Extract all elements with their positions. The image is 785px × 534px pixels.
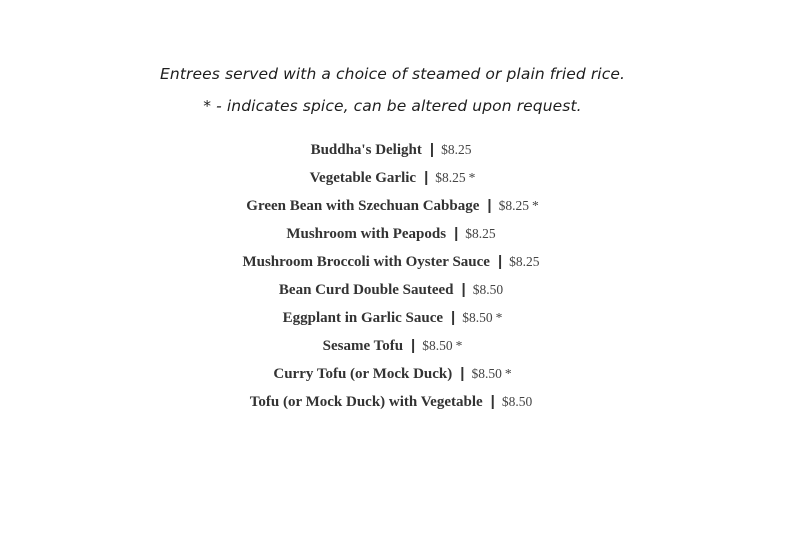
item-separator: | [490, 393, 495, 410]
item-separator: | [460, 365, 465, 382]
item-separator: | [497, 253, 503, 270]
item-name: Bean Curd Double Sauteed [278, 282, 454, 298]
item-price: $8.50 [471, 366, 502, 381]
item-name: Eggplant in Garlic Sauce [282, 310, 444, 326]
spice-marker: * [468, 170, 476, 185]
item-name: Vegetable Garlic [309, 170, 417, 186]
item-price: $8.50 [501, 394, 533, 409]
rice-note: Entrees served with a choice of steamed or plain fried rice. [160, 65, 625, 83]
menu-item [0, 220, 785, 248]
item-price: $8.25 [465, 226, 496, 241]
spice-marker: * [455, 338, 463, 353]
menu-item [0, 304, 785, 332]
item-name: Curry Tofu (or Mock Duck) [273, 366, 453, 382]
spice-marker: * [495, 310, 503, 325]
menu-item [0, 360, 785, 388]
item-price: $8.25 [435, 170, 466, 185]
menu-item [0, 164, 785, 192]
item-name: Tofu (or Mock Duck) with Vegetable [249, 394, 483, 410]
menu-item [0, 332, 785, 360]
item-name: Green Bean with Szechuan Cabbage [246, 198, 480, 214]
item-name: Buddha's Delight [310, 142, 422, 158]
menu-notes [0, 58, 785, 122]
item-separator: | [461, 281, 466, 298]
spice-marker: * [504, 366, 512, 381]
item-price: $8.25 [509, 254, 540, 269]
item-separator: | [411, 337, 416, 354]
item-price: $8.50 [462, 310, 493, 325]
item-separator: | [451, 309, 456, 326]
item-separator: | [429, 141, 435, 158]
menu-item [0, 276, 785, 304]
item-price: $8.50 [422, 338, 453, 353]
item-separator: | [454, 225, 459, 242]
item-price: $8.50 [472, 282, 504, 297]
item-price: $8.25 [498, 198, 529, 213]
item-separator: | [424, 169, 429, 186]
item-separator: | [487, 197, 492, 214]
spice-marker: * [531, 198, 539, 213]
item-name: Mushroom Broccoli with Oyster Sauce [242, 254, 490, 270]
menu-item [0, 388, 785, 416]
item-name: Sesame Tofu [322, 338, 404, 354]
menu-item [0, 248, 785, 276]
menu-item [0, 192, 785, 220]
menu-item [0, 136, 785, 164]
entree-list [0, 136, 785, 416]
item-name: Mushroom with Peapods [286, 226, 447, 242]
spice-note: * - indicates spice, can be altered upon request. [203, 97, 582, 115]
item-price: $8.25 [441, 142, 472, 157]
